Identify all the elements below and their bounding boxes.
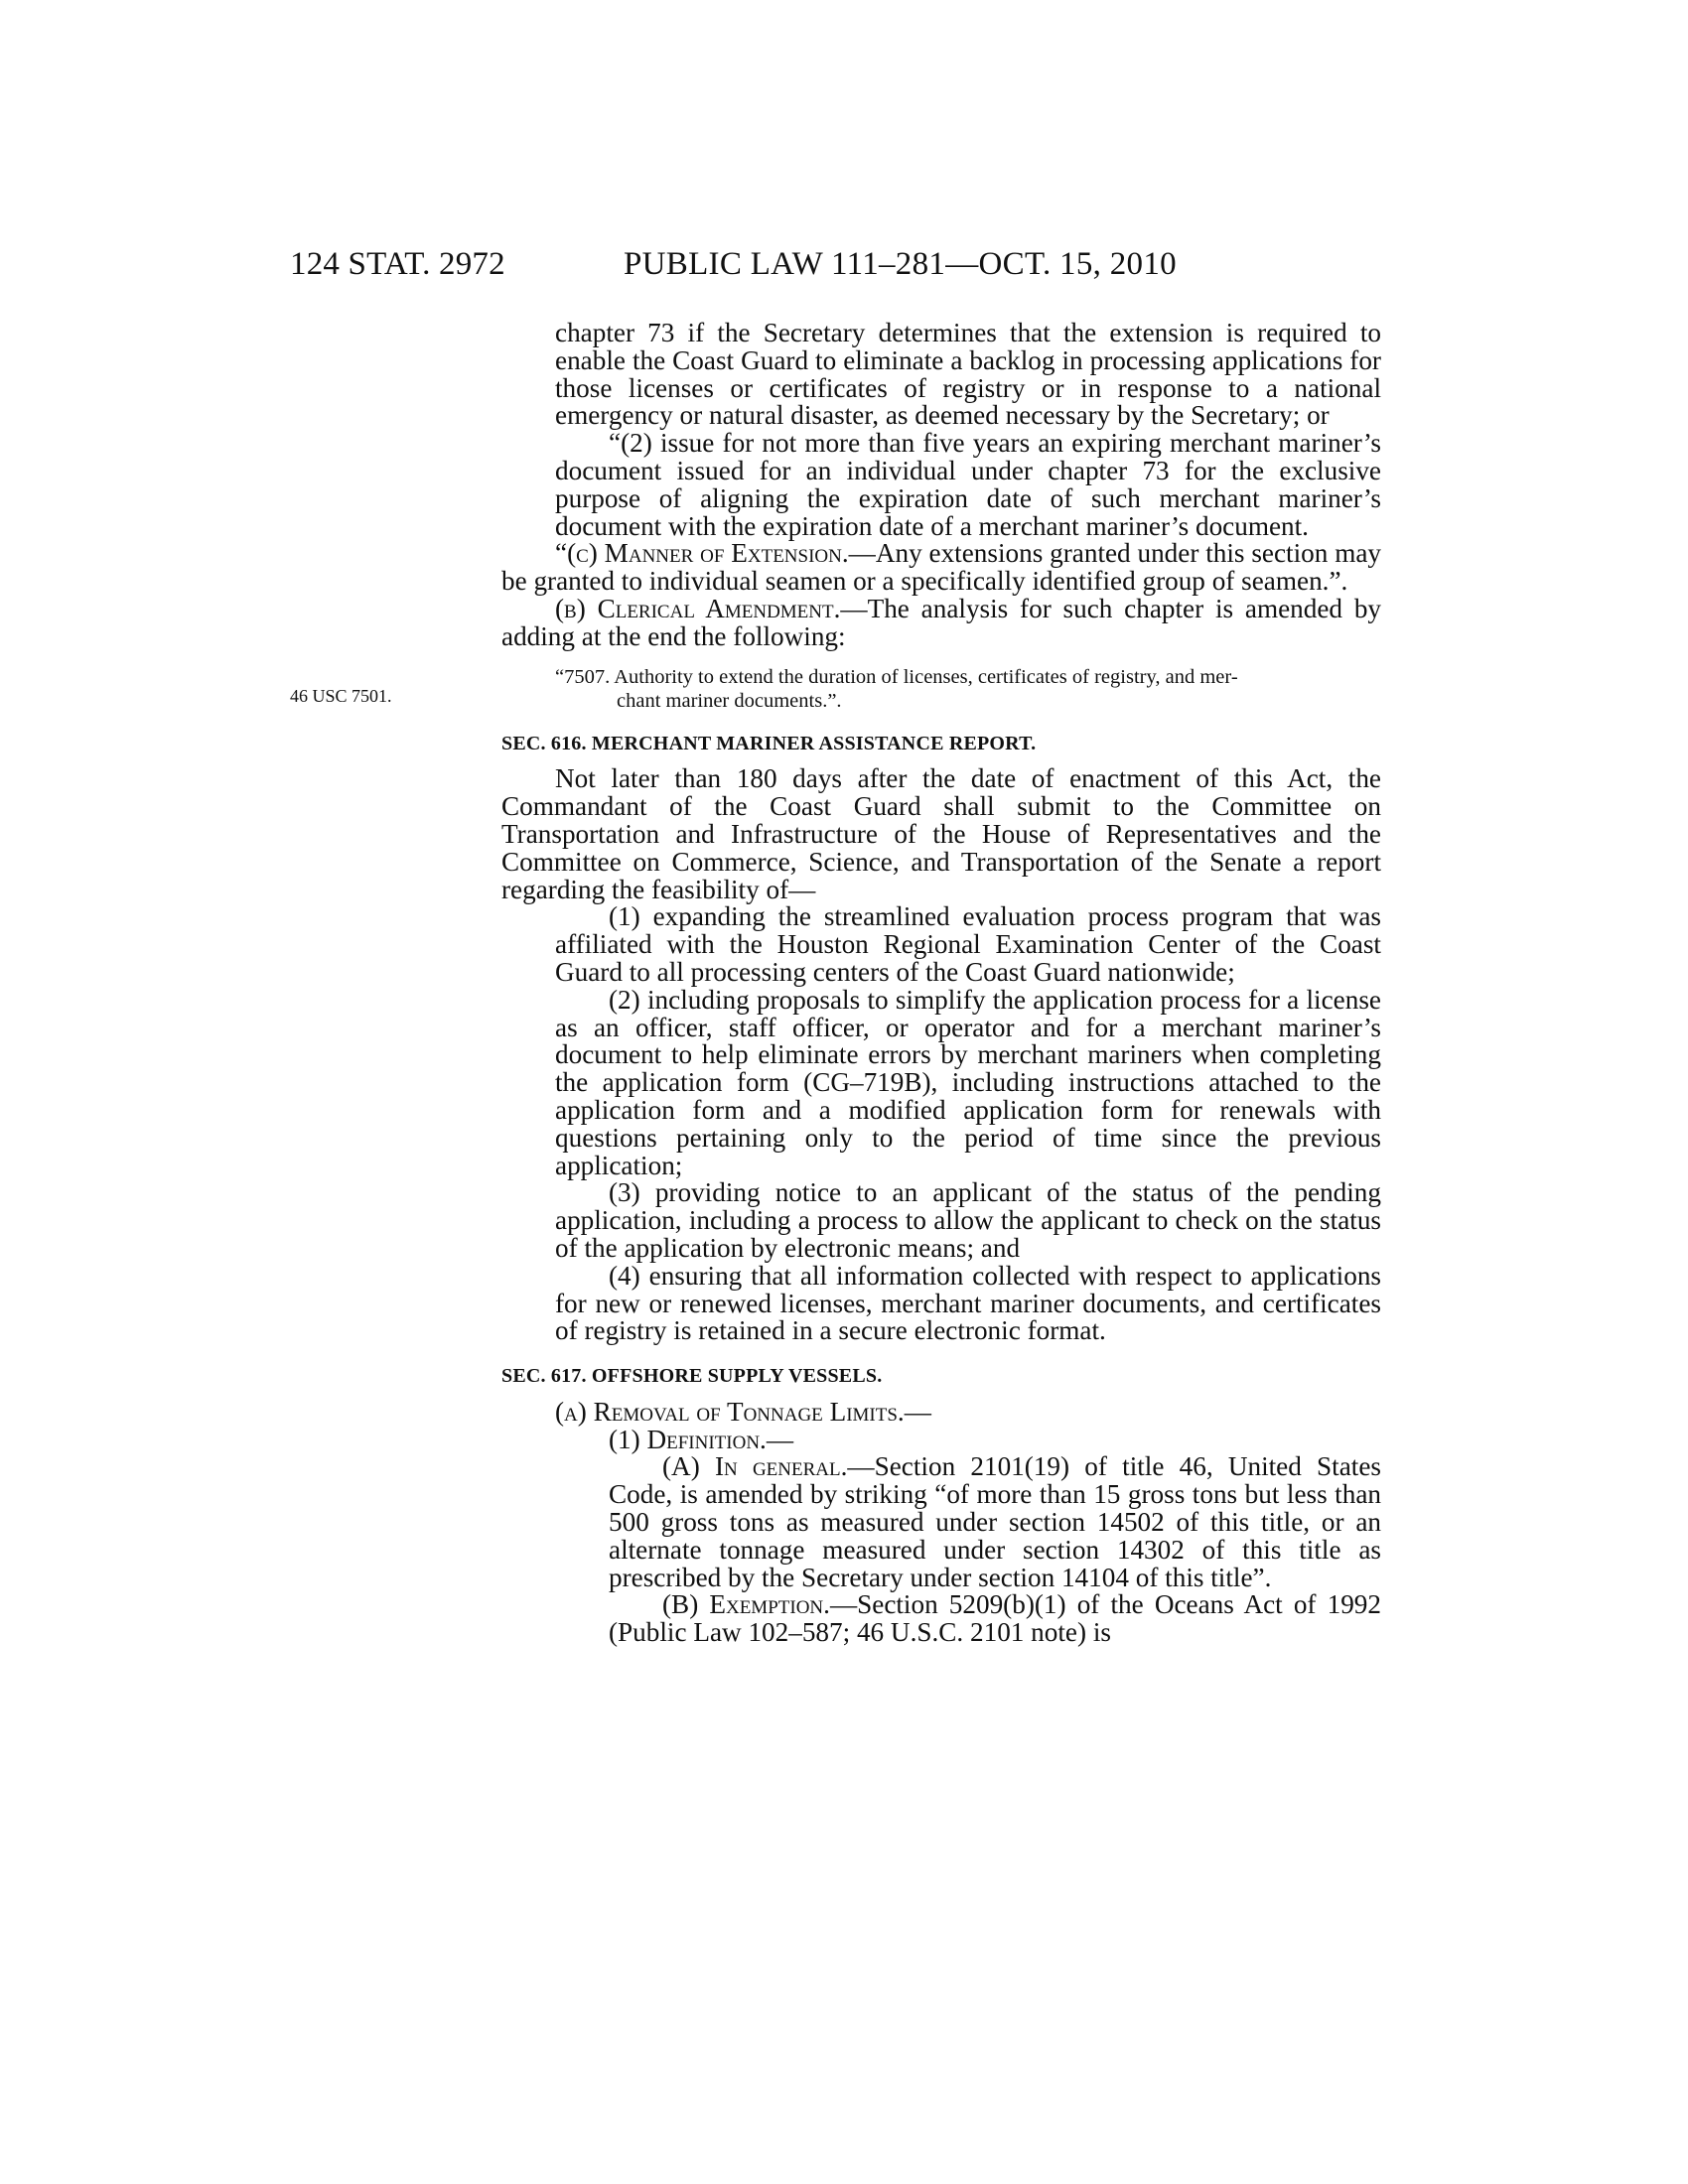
public-law-title: PUBLIC LAW 111–281—OCT. 15, 2010 [624,246,1177,282]
section-heading-617: SEC. 617. OFFSHORE SUPPLY VESSELS. [501,1365,883,1388]
document-body [501,320,1381,1647]
subsection-heading: “(c) Manner of Extension. [555,538,849,569]
paragraph-item-2: “(2) issue for not more than five years an expiring merchant mariner’s document issued for an individual under chapter 73 for the exclusive purpose of aligning the expiration date of such merchant mariner’s document with the expiration date of a merchant mariner’s document. [555,428,1381,541]
paragraph-clerical-amendment [501,593,1382,651]
list-item: (2) including proposals to simplify the application process for a license as an officer, staff officer, or operator and for a merchant mariner’s document to help eliminate errors by merchant mariners when completing the application form (CG–719B), including instructions attached to the application form and a modified application form for renewals with questions pertaining only to the period of time since the previous application; [555,984,1381,1180]
subparagraph-B [501,1591,1381,1647]
list-item: (4) ensuring that all information collected with respect to applications for new or renewed licenses, merchant mariner documents, and certificates of registry is retained in a secure electronic format. [555,1260,1381,1346]
statute-page-number: 124 STAT. 2972 [290,246,505,282]
analysis-entry [501,665,1381,713]
subparagraph-A [501,1453,1381,1591]
subparagraph-text: —Section 5209(b)(1) of the Oceans Act of 1992 (Public Law 102–587; 46 U.S.C. 2101 note) is [609,1589,1381,1648]
margin-note-usc: 46 USC 7501. [290,686,392,706]
list-item: (3) providing notice to an applicant of the status of the pending application, including a process to allow the applicant to check on the status of the application by electronic means; and [555,1177,1381,1263]
section-616-intro: Not later than 180 days after the date of enactment of this Act, the Commandant of the Coast Guard shall submit to the Committee on Transportation and Infrastructure of the House of Representatives and the Committee on Commerce, Science, and Transportation of the Senate a report regarding the feasibility of— [501,763,1381,904]
analysis-line: chant mariner documents.”. [617,689,842,712]
subsection-text: —The analysis for such chapter is amended by adding at the end the following: [501,593,1382,651]
paragraph-1-heading: (1) Definition.— [609,1424,794,1454]
subsection-a-heading: (a) Removal of Tonnage Limits.— [555,1396,931,1427]
subparagraph-heading: (A) In general. [662,1451,848,1482]
subparagraph-text: —Section 2101(19) of title 46, United States Code, is amended by striking “of more than 15 gross tons but less than 500 gross tons as measured under section 14502 of this title, or an alternate tonnage measured under section 14302 of this title as prescribed by the Secretary under section 14104 of this title”. [609,1451,1382,1592]
list-item: (1) expanding the streamlined evaluation process program that was affiliated with the Houston Regional Examination Center of the Coast Guard to all processing centers of the Coast Guard nationwide; [555,901,1381,987]
section-heading-616: SEC. 616. MERCHANT MARINER ASSISTANCE REPORT. [501,732,1037,754]
subsection-text: —Any extensions granted under this section may be granted to individual seamen or a specifically identified group of seamen.”. [501,538,1382,597]
paragraph-continued: chapter 73 if the Secretary determines that the extension is required to enable the Coast Guard to eliminate a backlog in processing applications for those licenses or certificates of registry or in response to a national emergency or natural disaster, as deemed necessary by the Secretary; or [555,318,1381,431]
page-header [0,246,1688,286]
subparagraph-heading: (B) Exemption. [662,1589,830,1620]
analysis-line: “7507. Authority to extend the duration of licenses, certificates of registry, and mer- [555,665,1238,688]
subsection-heading: (b) Clerical Amendment. [555,593,841,623]
paragraph-manner-of-extension [501,540,1381,596]
